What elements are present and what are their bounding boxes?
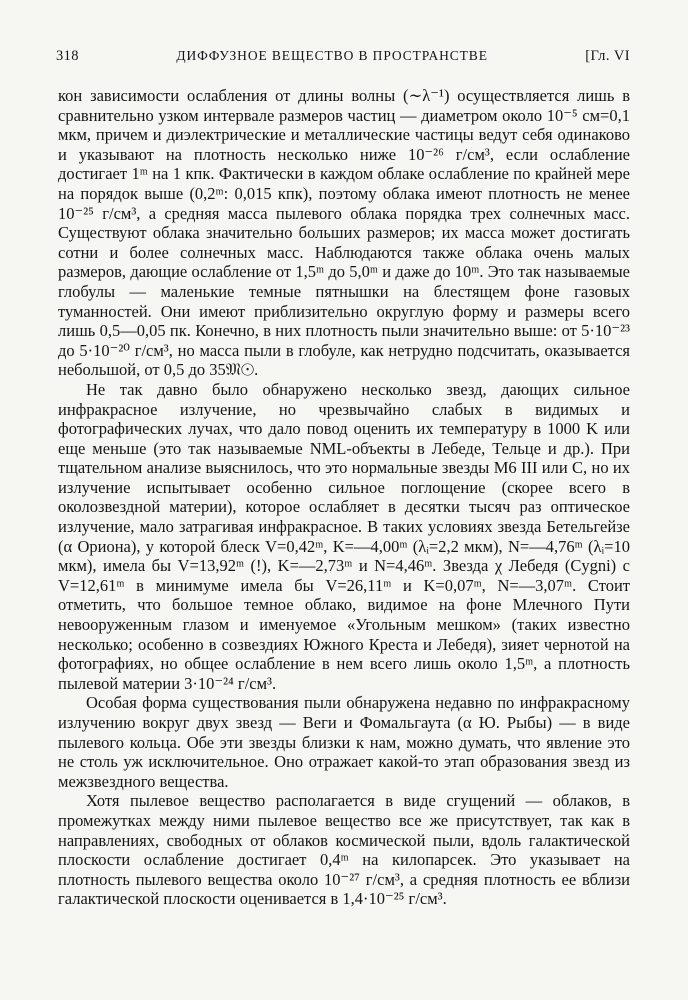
- paragraph-2: Не так давно было обнаружено несколько звезд, дающих сильное инфракрасное излучение, но чрезвычайно слабых в видимых и фотографических лучах, что дало повод оценить их температуру в 1000 K или еще меньше (это так называемые NML-объекты в Лебеде, Тельце и др.). При тщательном анализе выяснилось, что это нормальные звезды M6 III или C, но их излучение испытывает особенно сильное поглощение (скорее всего в околозвездной материи), которое ослабляет в десятки тысяч раз оптическое излучение, мало затрагивая инфракрасное. В таких условиях звезда Бетельгейзе (α Ориона), у которой блеск V=0,42ᵐ, K=—4,00ᵐ (λᵢ=2,2 мкм), N=—4,76ᵐ (λᵢ=10 мкм), имела бы V=13,92ᵐ (!), K=—2,73ᵐ и N=4,46ᵐ. Звезда χ Лебедя (Cygni) с V=12,61ᵐ в минимуме имела бы V=26,11ᵐ и K=0,07ᵐ, N=—3,07ᵐ. Стоит отметить, что большое темное облако, видимое на фоне Млечного Пути невооруженным глазом и именуемое «Угольным мешком» (таких известно несколько; особенно в созвездиях Южного Креста и Лебедя), зияет чернотой на фотографиях, но общее ослабление в нем всего лишь около 1,5ᵐ, а плотность пылевой материи 3·10⁻²⁴ г/см³.: [58, 379, 630, 693]
- running-header: [56, 48, 630, 65]
- page-number: 318: [56, 48, 79, 64]
- paragraph-4: Хотя пылевое вещество располагается в виде сгущений — облаков, в промежутках между ними пылевое вещество все же присутствует, так как в направлениях, свободных от облаков космической пыли, вдоль галактической плоскости ослабление достигает 0,4ᵐ на килопарсек. Это указывает на плотность пылевого вещества около 10⁻²⁷ г/см³, а средняя плотность ее вблизи галактической плоскости оценивается в 1,4·10⁻²⁵ г/см³.: [58, 791, 630, 909]
- paragraph-1: кон зависимости ослабления от длины волны (∼λ⁻¹) осуществляется лишь в сравнительно узком интервале размеров частиц — диаметром около 10⁻⁵ см=0,1 мкм, причем и диэлектрические и металлические частицы ведут себя одинаково и указывают на плотность несколько ниже 10⁻²⁶ г/см³, если ослабление достигает 1ᵐ на 1 кпк. Фактически в каждом облаке ослабление по крайней мере на порядок выше (0,2ᵐ: 0,015 кпк), поэтому облака имеют плотность не менее 10⁻²⁵ г/см³, а средняя масса пылевого облака порядка трех солнечных масс. Существуют облака значительно больших размеров; их масса может достигать сотни и более солнечных масс. Наблюдаются также облака очень малых размеров, дающие ослабление от 1,5ᵐ до 5,0ᵐ и даже до 10ᵐ. Это так называемые глобулы — маленькие темные пятнышки на блестящем фоне газовых туманностей. Они имеют приблизительно округлую форму и размеры всего лишь 0,5—0,05 пк. Конечно, в них плотность пыли значительно выше: от 5·10⁻²³ до 5·10⁻²⁰ г/см³, но масса пыли в глобуле, как нетрудно подсчитать, оказывается небольшой, от 0,5 до 35𝔐☉.: [58, 86, 630, 380]
- chapter-label: [Гл. VI: [585, 48, 630, 64]
- main-text: [58, 86, 630, 909]
- paragraph-3: Особая форма существования пыли обнаружена недавно по инфракрасному излучению вокруг двух звезд — Веги и Фомальгаута (α Ю. Рыбы) — в виде пылевого кольца. Обе эти звезды близки к нам, можно думать, что явление это не столь уж исключительное. Оно отражает какой-то этап образования звезд из межзвездного вещества.: [58, 693, 630, 791]
- running-title: ДИФФУЗНОЕ ВЕЩЕСТВО В ПРОСТРАНСТВЕ: [176, 48, 488, 63]
